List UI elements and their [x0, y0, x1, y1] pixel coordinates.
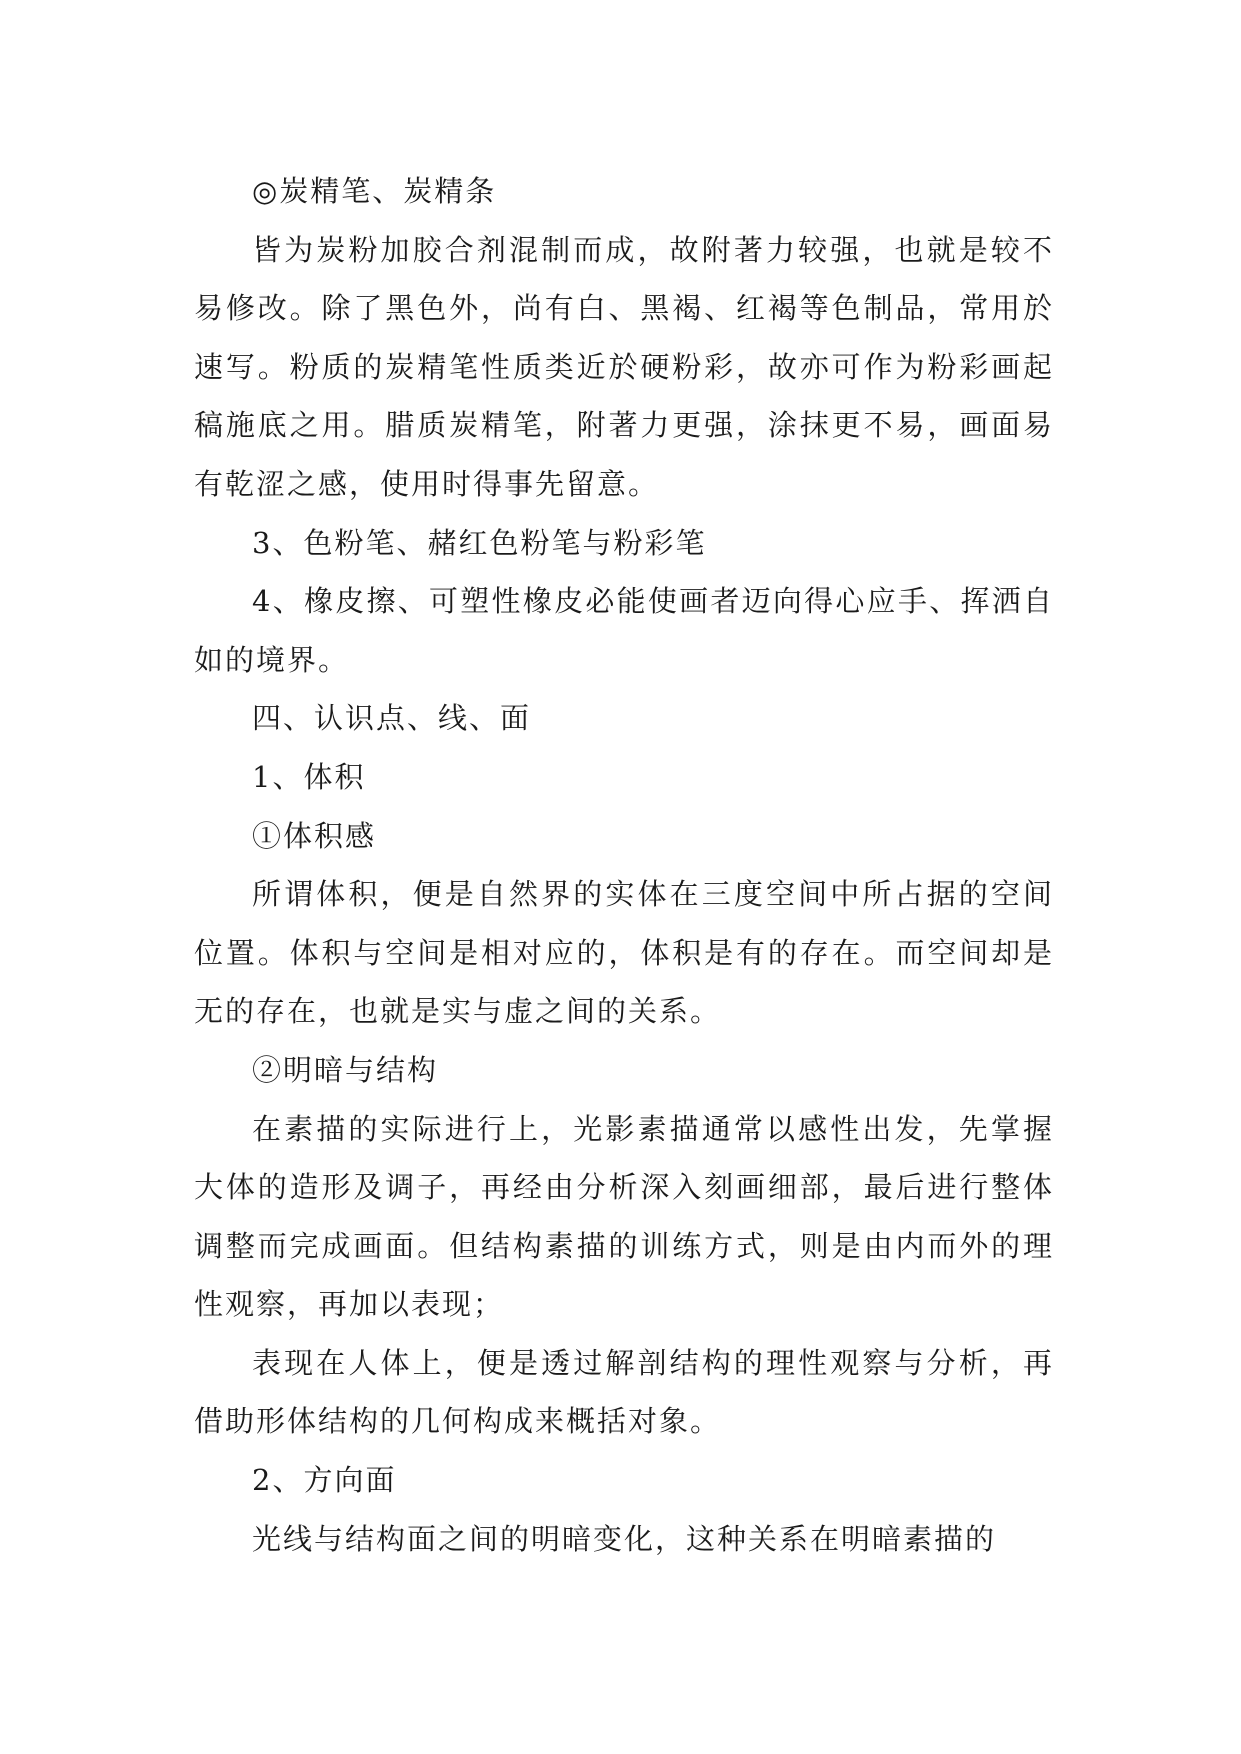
paragraph-volume-definition: 所谓体积，便是自然界的实体在三度空间中所占据的空间位置。体积与空间是相对应的，体积是有的存在。而空间却是无的存在，也就是实与虚之间的关系。 — [194, 877, 1054, 1029]
paragraph-charcoal-description: 皆为炭粉加胶合剂混制而成，故附著力较强，也就是较不易修改。除了黑色外，尚有白、黑褐、红褐等色制品，常用於速写。粉质的炭精笔性质类近於硬粉彩，故亦可作为粉彩画起稿施底之用。腊质炭精笔，附著力更强，涂抹更不易，画面易有乾涩之感，使用时得事先留意。 — [194, 232, 1054, 501]
paragraph-sketch-process: 在素描的实际进行上，光影素描通常以感性出发，先掌握大体的造形及调子，再经由分析深入刻画细部，最后进行整体调整而完成画面。但结构素描的训练方式，则是由内而外的理性观察，再加以表现； — [194, 1111, 1054, 1322]
subheading-directional-plane: 2、方向面 — [252, 1463, 397, 1498]
paragraph-charcoal-heading: ◎炭精笔、炭精条 — [252, 174, 497, 208]
paragraph-human-body: 表现在人体上，便是透过解剖结构的理性观察与分析，再借助形体结构的几何构成来概括对象。 — [194, 1345, 1054, 1439]
subheading-sense-of-volume: ①体积感 — [252, 818, 377, 853]
paragraph-eraser: 4、橡皮擦、可塑性橡皮必能使画者迈向得心应手、挥洒自如的境界。 — [194, 584, 1054, 677]
paragraph-light-and-planes: 光线与结构面之间的明暗变化，这种关系在明暗素描的 — [252, 1521, 997, 1556]
subheading-light-and-structure: ②明暗与结构 — [252, 1052, 439, 1087]
document-page — [194, 162, 1054, 1568]
paragraph-pastel-heading: 3、色粉笔、赭红色粉笔与粉彩笔 — [252, 525, 707, 560]
section-heading-point-line-plane: 四、认识点、线、面 — [252, 701, 532, 736]
subheading-volume: 1、体积 — [252, 759, 366, 794]
